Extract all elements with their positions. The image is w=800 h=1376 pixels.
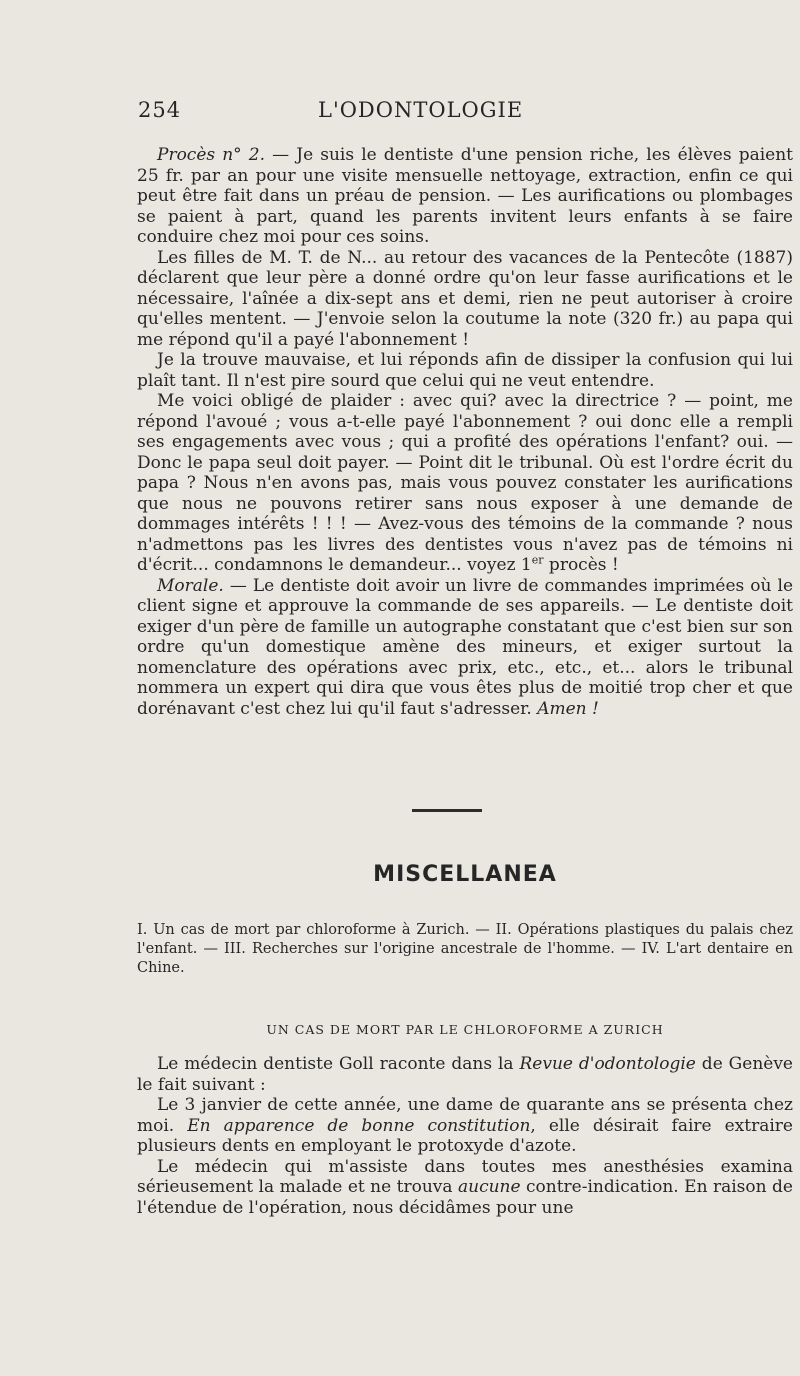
paragraph xyxy=(137,1157,793,1219)
paragraph-text: de Genève le fait suivant : xyxy=(137,1054,793,1095)
paragraph xyxy=(137,1095,793,1157)
page-number: 254 xyxy=(138,98,182,122)
paragraph xyxy=(137,391,793,576)
emphasis: En apparence de bonne constitution xyxy=(187,1115,531,1136)
emphasis: aucune xyxy=(457,1177,521,1197)
paragraph xyxy=(137,145,793,248)
amen-text: Amen ! xyxy=(537,698,599,719)
superscript: er xyxy=(531,553,544,567)
section-divider xyxy=(412,809,482,812)
article-subheading: UN CAS DE MORT PAR LE CHLOROFORME A ZURICH xyxy=(266,1022,664,1037)
paragraph-text: Me voici obligé de plaider : avec qui? avec la directrice ? — point, me répond l'avoué ; vous a-t-elle payé l'abonnement ? oui donc elle a rempli ses engagements avec vous ; qui a profité des opérations l'enfant? oui. — Donc le papa seul doit payer. — Point dit le tribunal. Où est l'ordre écrit du papa ? Nous n'en avons pas, mais vous pouvez constater les aurifications que nous ne pouvons retirer sans nous exposer à une demande de dommages intérêts ! ! ! — Avez-vous des témoins de la commande ? nous n'admettons pas les livres des dentistes vous n'avez pas de témoins ni d'écrit... condamnons le demandeur... voyez 1 xyxy=(137,391,793,575)
running-title: L'ODONTOLOGIE xyxy=(318,98,524,122)
paragraph-text: — Je suis le dentiste d'une pension riche, les élèves paient 25 fr. par an pour une visite mensuelle nettoyage, extraction, enfin ce qui peut être fait dans un préau de pension. — Les aurifications ou plombages se paient à part, quand les parents invitent leurs enfants à se faire conduire chez moi pour ces soins. xyxy=(137,145,793,247)
paragraph xyxy=(137,576,793,720)
case-label: Procès n° 2. xyxy=(157,145,266,165)
section-summary: I. Un cas de mort par chloroforme à Zurich. — II. Opérations plastiques du palais chez l'enfant. — III. Recherches sur l'origine ancestrale de l'homme. — IV. L'art dentaire en Chine. xyxy=(137,922,793,976)
paragraph-text: procès ! xyxy=(543,555,619,575)
paragraph-text: Le médecin dentiste Goll raconte dans la xyxy=(157,1054,520,1074)
paragraph-text: , elle désirait faire extraire plusieurs dents en employant le protoxyde d'azote. xyxy=(137,1115,793,1156)
moral-label: Morale. xyxy=(157,575,224,596)
paragraph: Les filles de M. T. de N... au retour des vacances de la Pentecôte (1887) déclarent que leur père a donné ordre qu'on leur fasse aurifications et le nécessaire, l'aînée a dix-sept ans et demi, rien ne peut autoriser à croire qu'elles mentent. — J'envoie selon la coutume la note (320 fr.) au papa qui me répond qu'il a payé l'abonnement ! xyxy=(137,247,793,350)
paragraph-text: contre-indication. En raison de l'étendue de l'opération, nous décidâmes pour une xyxy=(137,1177,793,1218)
paragraph-text: Le médecin qui m'assiste dans toutes mes anesthésies examina sérieusement la malade et ne trouva xyxy=(137,1156,793,1197)
article-body xyxy=(137,1054,793,1218)
journal-title: Revue d'odontologie xyxy=(519,1054,696,1074)
paragraph xyxy=(137,1054,793,1095)
paragraph: Je la trouve mauvaise, et lui réponds afin de dissiper la confusion qui lui plaît tant. Il n'est pire sourd que celui qui ne veut entendre. xyxy=(137,350,793,391)
paragraph-text: — Le dentiste doit avoir un livre de commandes imprimées où le client signe et approuve la commande de ses appareils. — Le dentiste doit exiger d'un père de famille un autographe constatant que c'est bien sur son ordre qu'un domestique amène des mineurs, et exiger surtout la nomenclature des opérations avec prix, etc., etc., et... alors le tribunal nommera un expert qui dira que vous êtes plus de moitié trop cher et que dorénavant c'est chez lui qu'il faut s'adresser. xyxy=(137,575,793,719)
page-header xyxy=(138,98,793,128)
paragraph-text: Le 3 janvier de cette année, une dame de quarante ans se présenta chez moi. xyxy=(137,1095,793,1136)
article-continuation xyxy=(137,145,793,719)
section-title: MISCELLANEA xyxy=(373,862,557,887)
